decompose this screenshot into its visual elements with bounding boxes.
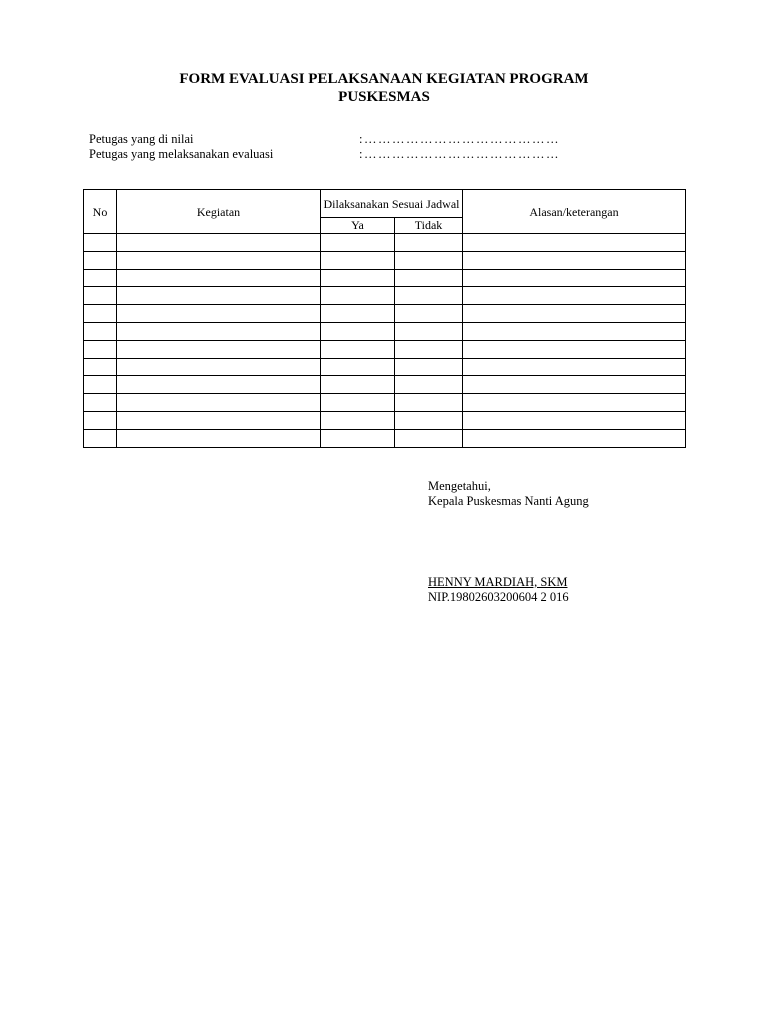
- header-kegiatan: Kegiatan: [117, 190, 321, 234]
- header-dilaksanakan-sesuai-jadwal: Dilaksanakan Sesuai Jadwal: [321, 190, 463, 218]
- cell-alasan: [463, 305, 686, 323]
- cell-ya: [321, 234, 395, 252]
- cell-kegiatan: [117, 376, 321, 394]
- table-row: [84, 305, 686, 323]
- header-ya: Ya: [321, 218, 395, 234]
- cell-no: [84, 269, 117, 287]
- signature-block-bottom: [428, 575, 569, 605]
- cell-kegiatan: [117, 305, 321, 323]
- cell-kegiatan: [117, 429, 321, 447]
- cell-kegiatan: [117, 340, 321, 358]
- acknowledged-label: Mengetahui,: [428, 479, 491, 493]
- cell-tidak: [395, 287, 463, 305]
- cell-ya: [321, 269, 395, 287]
- cell-tidak: [395, 429, 463, 447]
- form-title-line-2: PUSKESMAS: [338, 89, 430, 105]
- header-tidak: Tidak: [395, 218, 463, 234]
- cell-no: [84, 394, 117, 412]
- cell-ya: [321, 376, 395, 394]
- cell-ya: [321, 358, 395, 376]
- cell-tidak: [395, 411, 463, 429]
- field-label: Petugas yang di nilai: [89, 132, 194, 146]
- cell-no: [84, 429, 117, 447]
- field-petugas-dinilai: [89, 132, 560, 147]
- cell-no: [84, 411, 117, 429]
- cell-alasan: [463, 429, 686, 447]
- cell-alasan: [463, 251, 686, 269]
- cell-no: [84, 234, 117, 252]
- cell-tidak: [395, 251, 463, 269]
- field-value-dots: :……………………………………: [359, 132, 560, 146]
- cell-no: [84, 251, 117, 269]
- cell-ya: [321, 411, 395, 429]
- cell-alasan: [463, 322, 686, 340]
- cell-ya: [321, 305, 395, 323]
- cell-kegiatan: [117, 269, 321, 287]
- cell-alasan: [463, 269, 686, 287]
- cell-tidak: [395, 358, 463, 376]
- table-row: [84, 429, 686, 447]
- table-row: [84, 251, 686, 269]
- cell-alasan: [463, 287, 686, 305]
- table-row: [84, 394, 686, 412]
- cell-kegiatan: [117, 411, 321, 429]
- table-row: [84, 358, 686, 376]
- cell-alasan: [463, 411, 686, 429]
- signer-position: Kepala Puskesmas Nanti Agung: [428, 494, 589, 508]
- cell-kegiatan: [117, 394, 321, 412]
- table-row: [84, 269, 686, 287]
- cell-ya: [321, 287, 395, 305]
- table-body: [84, 234, 686, 448]
- cell-tidak: [395, 322, 463, 340]
- cell-no: [84, 358, 117, 376]
- cell-alasan: [463, 340, 686, 358]
- table-row: [84, 376, 686, 394]
- cell-no: [84, 322, 117, 340]
- header-no: No: [84, 190, 117, 234]
- cell-kegiatan: [117, 287, 321, 305]
- cell-ya: [321, 394, 395, 412]
- cell-kegiatan: [117, 358, 321, 376]
- cell-no: [84, 376, 117, 394]
- cell-kegiatan: [117, 234, 321, 252]
- cell-no: [84, 305, 117, 323]
- signature-block-top: [428, 479, 589, 509]
- cell-alasan: [463, 358, 686, 376]
- cell-ya: [321, 429, 395, 447]
- field-value-dots: :……………………………………: [359, 147, 560, 161]
- cell-alasan: [463, 394, 686, 412]
- table-row: [84, 287, 686, 305]
- evaluation-table: [83, 189, 686, 448]
- form-title: [0, 70, 768, 106]
- cell-kegiatan: [117, 322, 321, 340]
- cell-tidak: [395, 340, 463, 358]
- cell-ya: [321, 340, 395, 358]
- table-row: [84, 340, 686, 358]
- field-label: Petugas yang melaksanakan evaluasi: [89, 147, 274, 161]
- cell-tidak: [395, 269, 463, 287]
- form-title-line-1: FORM EVALUASI PELAKSANAAN KEGIATAN PROGRAM: [179, 71, 589, 87]
- cell-no: [84, 287, 117, 305]
- cell-tidak: [395, 234, 463, 252]
- cell-alasan: [463, 376, 686, 394]
- table-row: [84, 322, 686, 340]
- cell-tidak: [395, 305, 463, 323]
- field-petugas-evaluasi: [89, 147, 560, 162]
- signer-nip: NIP.19802603200604 2 016: [428, 590, 569, 604]
- cell-ya: [321, 251, 395, 269]
- cell-kegiatan: [117, 251, 321, 269]
- cell-no: [84, 340, 117, 358]
- cell-tidak: [395, 394, 463, 412]
- signer-name: HENNY MARDIAH, SKM: [428, 575, 568, 589]
- cell-alasan: [463, 234, 686, 252]
- table-row: [84, 234, 686, 252]
- header-alasan: Alasan/keterangan: [463, 190, 686, 234]
- table-row: [84, 411, 686, 429]
- cell-ya: [321, 322, 395, 340]
- cell-tidak: [395, 376, 463, 394]
